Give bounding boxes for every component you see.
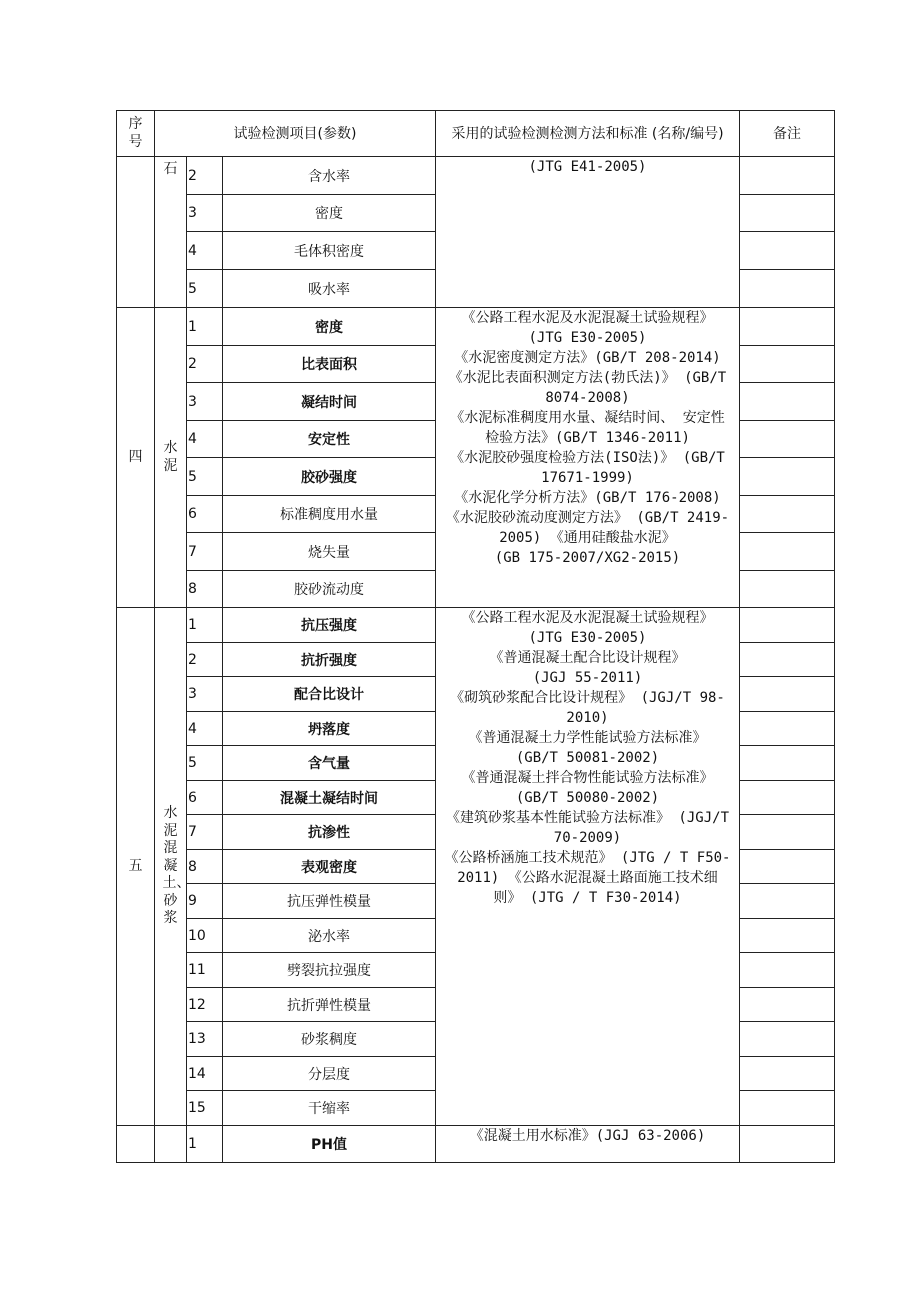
note-cell	[740, 608, 835, 643]
header-note: 备注	[740, 111, 835, 157]
standard-line: 17671-1999)	[541, 470, 634, 486]
standard-line: 2011) 《公路水泥混凝土路面施工技术细	[457, 870, 718, 886]
item-number: 5	[187, 270, 223, 308]
standard-line: 《公路工程水泥及水泥混凝土试验规程》	[461, 310, 714, 326]
item-name: 抗压弹性模量	[223, 884, 436, 919]
standard-line: 《砌筑砂浆配合比设计规程》 (JGJ/T 98-	[450, 690, 725, 706]
item-number: 14	[187, 1057, 223, 1091]
note-cell	[740, 988, 835, 1022]
item-name: 含气量	[223, 746, 436, 781]
header-row	[117, 111, 835, 157]
item-name: 烧失量	[223, 533, 436, 571]
category-label: 石	[163, 161, 178, 177]
item-name: 标准稠度用水量	[223, 496, 436, 533]
item-name: 毛体积密度	[223, 232, 436, 270]
item-name: 砂浆稠度	[223, 1022, 436, 1057]
item-name: 吸水率	[223, 270, 436, 308]
note-cell	[740, 157, 835, 195]
note-cell	[740, 383, 835, 421]
note-cell	[740, 884, 835, 919]
item-name: 含水率	[223, 157, 436, 195]
item-name: 密度	[223, 195, 436, 232]
item-number: 4	[187, 232, 223, 270]
item-number: 8	[187, 571, 223, 608]
standard-line: (GB 175-2007/XG2-2015)	[494, 550, 681, 566]
item-number: 4	[187, 421, 223, 458]
standard-line: (JTG E30-2005)	[528, 630, 647, 646]
standard-line: 2010)	[566, 710, 609, 726]
item-name: 坍落度	[223, 712, 436, 746]
item-name: 泌水率	[223, 919, 436, 953]
note-cell	[740, 850, 835, 884]
item-name: 抗压强度	[223, 608, 436, 643]
item-number: 5	[187, 746, 223, 781]
item-number: 3	[187, 195, 223, 232]
item-number: 4	[187, 712, 223, 746]
standard-line: 《水泥标准稠度用水量、凝结时间、 安定性	[450, 410, 725, 426]
test-items-table	[116, 110, 835, 1163]
standard-cell	[436, 157, 740, 308]
standard-line: 《普通混凝土配合比设计规程》	[489, 650, 686, 666]
standard-line: 《水泥胶砂流动度测定方法》 (GB/T 2419-	[445, 510, 730, 526]
item-name: 分层度	[223, 1057, 436, 1091]
standard-cell	[436, 308, 740, 608]
standard-line: 《普通混凝土拌合物性能试验方法标准》	[461, 770, 714, 786]
note-cell	[740, 496, 835, 533]
item-number: 2	[187, 346, 223, 383]
section-seq: 四	[117, 308, 155, 608]
item-name: 抗折强度	[223, 643, 436, 677]
item-number: 1	[187, 308, 223, 346]
standard-line: (GB/T 50080-2002)	[515, 790, 660, 806]
item-name: PH值	[223, 1126, 436, 1163]
category-label: 水泥混凝土、砂浆	[162, 805, 191, 927]
section-category	[155, 1126, 187, 1163]
item-number: 9	[187, 884, 223, 919]
note-cell	[740, 1091, 835, 1126]
standard-line: 检验方法》(GB/T 1346-2011)	[485, 430, 690, 446]
note-cell	[740, 1126, 835, 1163]
section-seq	[117, 1126, 155, 1163]
note-cell	[740, 953, 835, 988]
note-cell	[740, 1057, 835, 1091]
table-row	[117, 157, 835, 195]
note-cell	[740, 308, 835, 346]
item-name: 密度	[223, 308, 436, 346]
note-cell	[740, 571, 835, 608]
section-seq: 五	[117, 608, 155, 1126]
section-category	[155, 608, 191, 1126]
item-number: 6	[187, 781, 223, 815]
standard-line: 2005) 《通用硅酸盐水泥》	[499, 530, 676, 546]
item-name: 比表面积	[223, 346, 436, 383]
standard-line: (GB/T 50081-2002)	[515, 750, 660, 766]
note-cell	[740, 746, 835, 781]
item-name: 安定性	[223, 421, 436, 458]
item-name: 劈裂抗拉强度	[223, 953, 436, 988]
standard-line: 《普通混凝土力学性能试验方法标准》	[468, 730, 707, 746]
header-seq: 序号	[117, 111, 155, 157]
item-number: 3	[187, 383, 223, 421]
item-name: 抗渗性	[223, 815, 436, 850]
note-cell	[740, 458, 835, 496]
item-name: 混凝土凝结时间	[223, 781, 436, 815]
header-standard: 采用的试验检测检测方法和标准 (名称/编号)	[436, 111, 740, 157]
standard-text: 《混凝土用水标准》(JGJ 63-2006)	[436, 1126, 740, 1163]
category-label: 水泥	[163, 440, 178, 474]
item-number: 2	[187, 157, 223, 195]
note-cell	[740, 346, 835, 383]
table-row	[117, 308, 835, 346]
item-number: 13	[187, 1022, 223, 1057]
item-number: 2	[187, 643, 223, 677]
item-name: 抗折弹性模量	[223, 988, 436, 1022]
standard-line: (JTG E30-2005)	[528, 330, 647, 346]
standard-line: (JGJ 55-2011)	[532, 670, 643, 686]
standard-line: 8074-2008)	[545, 390, 630, 406]
standard-line: 70-2009)	[553, 830, 622, 846]
item-number: 10	[187, 919, 223, 953]
item-number: 3	[187, 677, 223, 712]
item-name: 胶砂强度	[223, 458, 436, 496]
section-category	[155, 308, 187, 608]
section-category	[155, 157, 187, 308]
table-row	[117, 608, 835, 643]
standard-line: 《水泥化学分析方法》(GB/T 176-2008)	[454, 490, 721, 506]
item-name: 干缩率	[223, 1091, 436, 1126]
note-cell	[740, 781, 835, 815]
note-cell	[740, 270, 835, 308]
item-name: 配合比设计	[223, 677, 436, 712]
standard-line: 《公路桥涵施工技术规范》 (JTG / T F50-	[444, 850, 731, 866]
standard-line: 《水泥比表面积测定方法(勃氏法)》 (GB/T	[448, 370, 727, 386]
item-number: 7	[187, 533, 223, 571]
item-number: 12	[187, 988, 223, 1022]
note-cell	[740, 421, 835, 458]
item-name: 胶砂流动度	[223, 571, 436, 608]
note-cell	[740, 677, 835, 712]
note-cell	[740, 712, 835, 746]
item-number: 15	[187, 1091, 223, 1126]
item-name: 凝结时间	[223, 383, 436, 421]
item-number: 1	[187, 608, 223, 643]
note-cell	[740, 1022, 835, 1057]
item-number: 7	[187, 815, 223, 850]
note-cell	[740, 919, 835, 953]
section-seq	[117, 157, 155, 308]
item-number: 5	[187, 458, 223, 496]
item-name: 表观密度	[223, 850, 436, 884]
standard-text: (JTG E41-2005)	[528, 159, 647, 175]
item-number: 11	[187, 953, 223, 988]
standard-line: 《水泥胶砂强度检验方法(ISO法)》 (GB/T	[450, 450, 725, 466]
note-cell	[740, 815, 835, 850]
standard-line: 《水泥密度测定方法》(GB/T 208-2014)	[454, 350, 721, 366]
item-number: 1	[187, 1126, 223, 1163]
standard-line: 《公路工程水泥及水泥混凝土试验规程》	[461, 610, 714, 626]
standard-line: 则》 (JTG / T F30-2014)	[493, 890, 682, 906]
item-number: 6	[187, 496, 223, 533]
item-number: 8	[187, 850, 223, 884]
note-cell	[740, 232, 835, 270]
header-item: 试验检测项目(参数)	[155, 111, 436, 157]
note-cell	[740, 533, 835, 571]
table-row	[117, 1126, 835, 1163]
standard-cell	[436, 608, 740, 1126]
standard-line: 《建筑砂浆基本性能试验方法标准》 (JGJ/T	[446, 810, 729, 826]
note-cell	[740, 643, 835, 677]
note-cell	[740, 195, 835, 232]
